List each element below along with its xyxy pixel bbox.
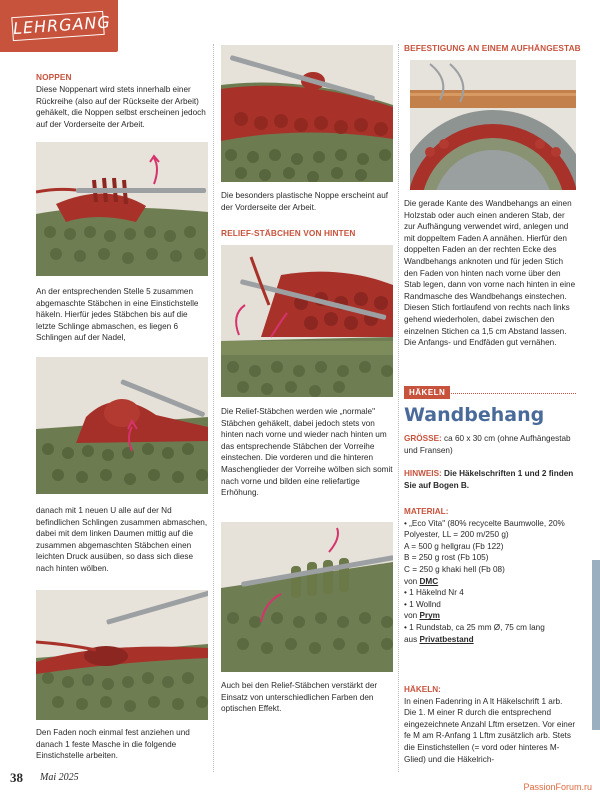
material-b: B = 250 g rost (Fb 105) xyxy=(404,553,489,563)
section-rule xyxy=(448,393,576,394)
project-title: Wandbehang xyxy=(404,404,545,426)
issue-date: Mai 2025 xyxy=(40,772,79,783)
brand-privat: Privatbestand xyxy=(419,634,474,644)
brand-dmc: DMC xyxy=(419,576,439,586)
section-tab-label: LEHRGANG xyxy=(11,11,104,41)
photo1-caption: Die besonders plastische Noppe erscheint auf der Vorderseite der Arbeit. xyxy=(221,191,389,212)
befestigung-paragraph: Die gerade Kante des Wandbehangs an einen Holzstab oder auch einen anderen Stab, der zur Aufhängung verwendet wird, anlegen und mit doppeltem Faden A annähen. Hierfür den doppelten Faden an der rechten Ecke des Wandbehangs anknoten und für jeden Stich den Faden von hinten nach vorne über den Stab legen, dann von vorne nach hinten in eine Randmasche des Wandbehangs einstechen. Diesen Stich fortlaufend von rechts nach links gehend wiederholen, dabei zwischen den einzelnen Stichen ca 1,5 cm Abstand lassen. Die Anfangs- und Endfäden gut vernähen. xyxy=(404,199,576,348)
photo-noppe-step3 xyxy=(36,590,208,720)
brand-prym: Prym xyxy=(419,611,440,621)
aus-label: aus xyxy=(404,634,418,644)
material-a: A = 500 g hellgrau (Fb 122) xyxy=(404,541,504,551)
step1-paragraph: An der entsprechenden Stelle 5 zusammen abgemaschte Stäbchen in eine Einstichstelle häkeln. Hierfür jedes Stäbchen bis auf die letzte Schlinge abmaschen, es liegen 6 Schlingen auf der Nadel, xyxy=(36,287,199,343)
item-hook: • 1 Häkelnd Nr 4 xyxy=(404,588,464,598)
item-needle: • 1 Wollnd xyxy=(404,599,441,609)
hinweis-label: HINWEIS: xyxy=(404,469,442,478)
section-tab xyxy=(0,0,118,52)
photo-wall-hanging-rod xyxy=(410,60,582,190)
von-label-1: von xyxy=(404,576,418,586)
hinweis-block xyxy=(404,468,576,491)
groesse-block xyxy=(404,433,576,456)
befestigung-heading: BEFESTIGUNG AN EINEM AUFHÄNGESTAB xyxy=(404,43,581,53)
photo-noppe-step1 xyxy=(36,142,208,276)
step2-paragraph: danach mit 1 neuen U alle auf der Nd befindlichen Schlingen zusammen abmaschen, dabei mit dem linken Daumen mittig auf die zusammen abgemaschten Stäbchen einen leichten Druck ausüben, so dass sich diese nach hinten wölben. xyxy=(36,506,208,573)
photo-noppe-step2 xyxy=(36,357,208,494)
groesse-label: GRÖSSE: xyxy=(404,434,442,443)
hinweis-value: Die Häkelschriften 1 und 2 finden Sie auf Bogen B. xyxy=(404,469,574,490)
watermark: PassionForum.ru xyxy=(523,782,592,792)
material-block xyxy=(404,506,576,645)
item-rod: • 1 Rundstab, ca 25 mm Ø, 75 cm lang xyxy=(404,622,545,632)
von-label-2: von xyxy=(404,611,418,621)
photo-relief-step xyxy=(221,245,393,397)
haekeln-text: In einen Fadenring in A lt Häkelschrift 1 arb. Die 1. M einer R durch die entsprechend eingezeichnete Anzahl Lftm ersetzen. Vor einer fe M am R-Anfang 1 Lftm zusätzlich arb. Stets die Einstichstellen (= vord oder hinteres M-Glied) und die Häkelrich- xyxy=(404,696,576,764)
noppen-paragraph: Diese Noppenart wird stets innerhalb einer Rückreihe (also auf der Rückseite der Arbeit) gehäkelt, die Noppen selbst erscheinen jedoch auf der Vorderseite der Arbeit. xyxy=(36,85,206,129)
haekeln-label: HÄKELN: xyxy=(404,685,441,694)
relief-paragraph: Die Relief-Stäbchen werden wie „normale" Stäbchen gehäkelt, dabei jedoch stets von hinten nach vorne und wieder nach hinten um das entsprechende Stäbchen der Vorreihe einstechen. Die vorderen und die hinteren Maschenglieder der Vorreihe wölben sich somit nach vorne und bilden eine reliefartige Erhöhung. xyxy=(221,407,393,498)
relief-heading: RELIEF-STÄBCHEN VON HINTEN xyxy=(221,228,356,238)
step3-paragraph: Den Faden noch einmal fest anziehen und danach 1 feste Masche in die folgende Einstichstelle arbeiten. xyxy=(36,728,190,761)
photo-relief-color xyxy=(221,522,393,672)
relief-caption: Auch bei den Relief-Stäbchen verstärkt der Einsatz von unterschiedlichen Farben den optischen Effekt. xyxy=(221,681,378,714)
section-tag-haekeln: HÄKELN xyxy=(404,386,450,399)
column-divider xyxy=(398,44,399,772)
column-divider xyxy=(213,44,214,772)
photo-plastic-noppe xyxy=(221,45,393,182)
noppen-heading: NOPPEN xyxy=(36,72,72,82)
haekeln-block xyxy=(404,684,576,765)
material-label: MATERIAL: xyxy=(404,507,449,516)
material-c: C = 250 g khaki hell (Fb 08) xyxy=(404,564,505,574)
groesse-value: ca 60 x 30 cm (ohne Aufhängestab und Fransen) xyxy=(404,434,571,455)
page-edge-marker xyxy=(592,560,600,730)
page-number: 38 xyxy=(10,770,23,785)
material-yarn: • „Eco Vita" (80% recycelte Baumwolle, 20% Polyester, LL = 200 m/250 g) xyxy=(404,518,565,540)
